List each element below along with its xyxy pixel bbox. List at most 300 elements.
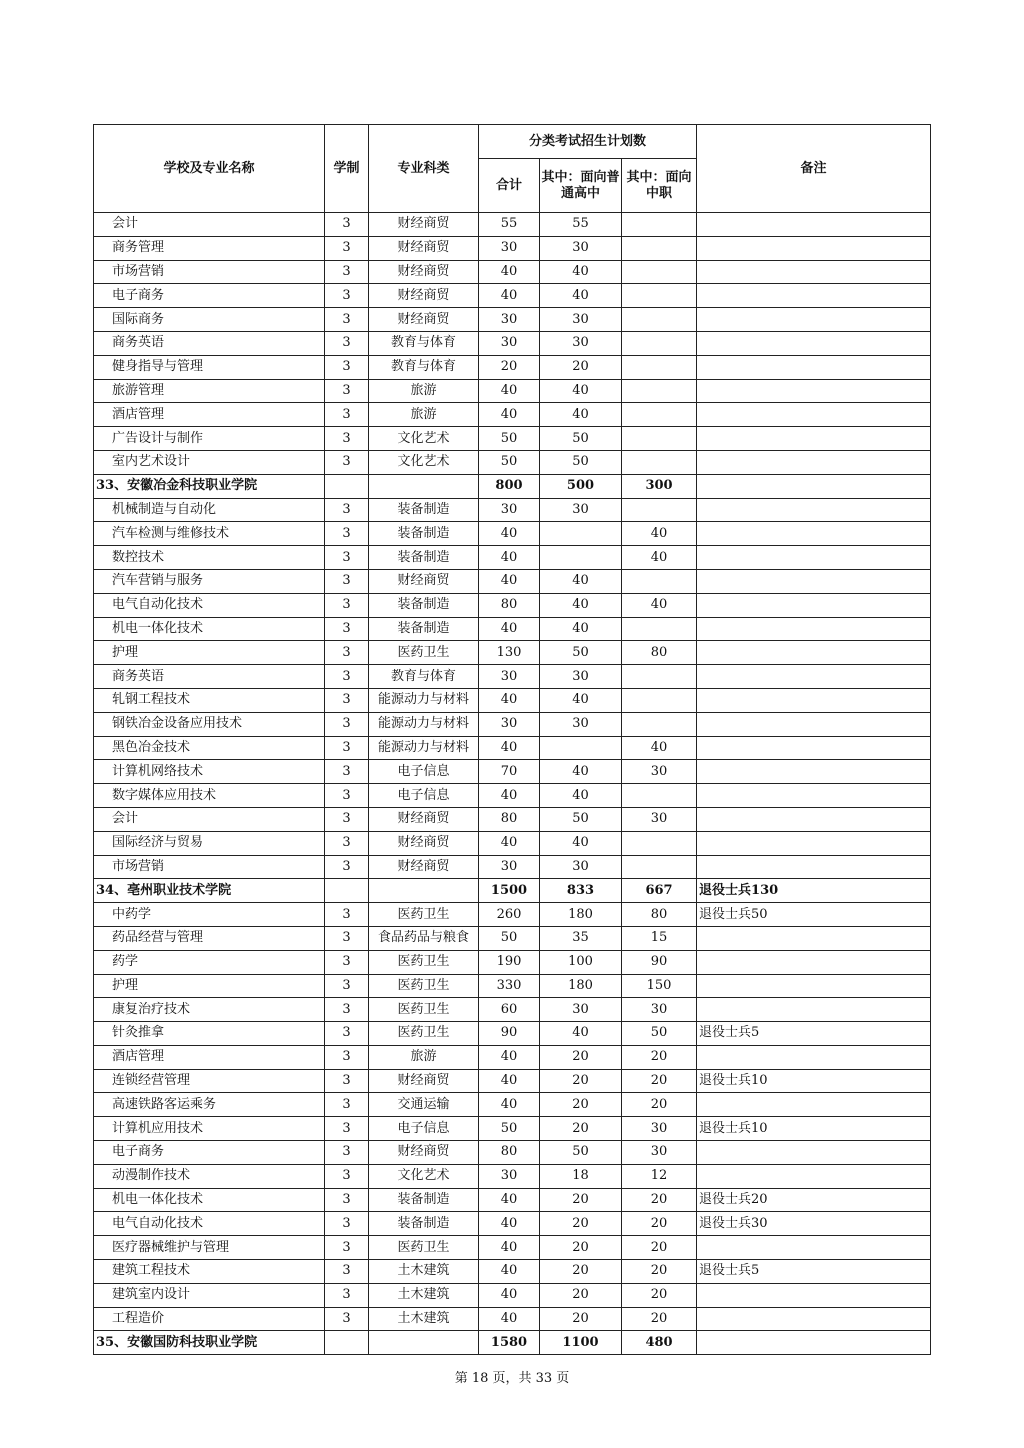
cell-total: 40 [479, 1307, 540, 1331]
cell-duration: 3 [325, 760, 369, 784]
cell-general: 50 [540, 1141, 622, 1165]
cell-duration: 3 [325, 569, 369, 593]
cell-general: 40 [540, 784, 622, 808]
cell-duration: 3 [325, 308, 369, 332]
cell-vocational: 20 [622, 1188, 697, 1212]
cell-name: 电气自动化技术 [94, 1212, 325, 1236]
cell-total: 40 [479, 688, 540, 712]
cell-remark [697, 974, 931, 998]
cell-vocational: 90 [622, 950, 697, 974]
cell-general: 55 [540, 213, 622, 237]
cell-category: 财经商贸 [369, 855, 479, 879]
cell-general: 30 [540, 308, 622, 332]
cell-general: 30 [540, 998, 622, 1022]
table-row [94, 1093, 931, 1117]
table-row [94, 688, 931, 712]
col-header-category: 专业科类 [369, 125, 479, 213]
cell-total: 50 [479, 450, 540, 474]
cell-category: 装备制造 [369, 1212, 479, 1236]
cell-name: 汽车检测与维修技术 [94, 522, 325, 546]
cell-vocational: 80 [622, 903, 697, 927]
col-header-duration: 学制 [325, 125, 369, 213]
table-row [94, 784, 931, 808]
cell-total: 30 [479, 665, 540, 689]
table-row [94, 1164, 931, 1188]
cell-category: 土木建筑 [369, 1283, 479, 1307]
cell-general: 1100 [540, 1331, 622, 1355]
cell-vocational: 50 [622, 1022, 697, 1046]
cell-remark: 退役士兵50 [697, 903, 931, 927]
cell-vocational: 12 [622, 1164, 697, 1188]
table-row [94, 1141, 931, 1165]
cell-name: 34、亳州职业技术学院 [94, 879, 325, 903]
cell-total: 40 [479, 1212, 540, 1236]
table-row [94, 1283, 931, 1307]
table-row [94, 807, 931, 831]
cell-remark [697, 498, 931, 522]
cell-general: 180 [540, 903, 622, 927]
cell-category: 电子信息 [369, 1117, 479, 1141]
cell-total: 30 [479, 1164, 540, 1188]
cell-duration: 3 [325, 450, 369, 474]
cell-name: 护理 [94, 641, 325, 665]
cell-remark [697, 617, 931, 641]
cell-remark [697, 1331, 931, 1355]
cell-category: 装备制造 [369, 593, 479, 617]
table-row [94, 236, 931, 260]
cell-duration: 3 [325, 736, 369, 760]
cell-vocational [622, 308, 697, 332]
table-row [94, 1022, 931, 1046]
cell-name: 中药学 [94, 903, 325, 927]
cell-category: 装备制造 [369, 498, 479, 522]
cell-remark [697, 522, 931, 546]
cell-duration: 3 [325, 1117, 369, 1141]
table-row [94, 1188, 931, 1212]
cell-category: 财经商贸 [369, 260, 479, 284]
cell-duration: 3 [325, 1283, 369, 1307]
cell-duration: 3 [325, 236, 369, 260]
cell-duration: 3 [325, 855, 369, 879]
cell-vocational: 20 [622, 1307, 697, 1331]
cell-vocational: 30 [622, 760, 697, 784]
cell-category: 文化艺术 [369, 1164, 479, 1188]
cell-remark [697, 379, 931, 403]
cell-vocational [622, 284, 697, 308]
cell-name: 医疗器械维护与管理 [94, 1236, 325, 1260]
cell-vocational: 20 [622, 1045, 697, 1069]
cell-category: 能源动力与材料 [369, 736, 479, 760]
table-row [94, 903, 931, 927]
cell-name: 电气自动化技术 [94, 593, 325, 617]
cell-total: 800 [479, 474, 540, 498]
cell-remark [697, 355, 931, 379]
cell-remark [697, 831, 931, 855]
cell-remark [697, 593, 931, 617]
cell-duration: 3 [325, 1022, 369, 1046]
table-row [94, 998, 931, 1022]
cell-total: 40 [479, 1283, 540, 1307]
table-row [94, 260, 931, 284]
cell-general: 30 [540, 665, 622, 689]
cell-category: 教育与体育 [369, 665, 479, 689]
cell-category: 医药卫生 [369, 641, 479, 665]
cell-general: 20 [540, 1283, 622, 1307]
cell-total: 40 [479, 546, 540, 570]
table-header [94, 125, 931, 213]
cell-vocational [622, 665, 697, 689]
cell-category: 财经商贸 [369, 807, 479, 831]
cell-total: 260 [479, 903, 540, 927]
cell-category: 教育与体育 [369, 331, 479, 355]
cell-vocational [622, 688, 697, 712]
cell-total: 20 [479, 355, 540, 379]
cell-total: 30 [479, 712, 540, 736]
cell-duration: 3 [325, 1069, 369, 1093]
cell-remark [697, 1141, 931, 1165]
cell-category: 能源动力与材料 [369, 712, 479, 736]
cell-name: 会计 [94, 213, 325, 237]
cell-duration: 3 [325, 926, 369, 950]
cell-vocational: 15 [622, 926, 697, 950]
table-row [94, 450, 931, 474]
cell-total: 80 [479, 593, 540, 617]
cell-duration: 3 [325, 1093, 369, 1117]
cell-remark [697, 450, 931, 474]
cell-duration: 3 [325, 903, 369, 927]
cell-duration: 3 [325, 1188, 369, 1212]
cell-duration: 3 [325, 593, 369, 617]
cell-general: 50 [540, 641, 622, 665]
cell-vocational [622, 355, 697, 379]
cell-remark [697, 641, 931, 665]
cell-name: 广告设计与制作 [94, 427, 325, 451]
cell-general: 20 [540, 1260, 622, 1284]
cell-name: 康复治疗技术 [94, 998, 325, 1022]
cell-name: 国际商务 [94, 308, 325, 332]
cell-vocational: 667 [622, 879, 697, 903]
cell-name: 钢铁冶金设备应用技术 [94, 712, 325, 736]
cell-duration: 3 [325, 403, 369, 427]
cell-general: 40 [540, 831, 622, 855]
cell-vocational [622, 617, 697, 641]
cell-total: 40 [479, 1069, 540, 1093]
cell-total: 30 [479, 308, 540, 332]
cell-total: 40 [479, 1045, 540, 1069]
cell-remark [697, 213, 931, 237]
col-header-plan-group: 分类考试招生计划数 [479, 125, 697, 159]
table-row [94, 831, 931, 855]
cell-name: 黑色冶金技术 [94, 736, 325, 760]
cell-category [369, 879, 479, 903]
table-row [94, 213, 931, 237]
table-row [94, 284, 931, 308]
cell-duration: 3 [325, 712, 369, 736]
cell-name: 市场营销 [94, 855, 325, 879]
cell-vocational [622, 498, 697, 522]
school-row [94, 1331, 931, 1355]
cell-general: 40 [540, 760, 622, 784]
cell-total: 40 [479, 522, 540, 546]
cell-category: 装备制造 [369, 617, 479, 641]
col-header-total: 合计 [479, 159, 540, 213]
table-row [94, 1045, 931, 1069]
cell-category: 医药卫生 [369, 1236, 479, 1260]
cell-duration: 3 [325, 998, 369, 1022]
cell-total: 50 [479, 1117, 540, 1141]
cell-general: 40 [540, 688, 622, 712]
cell-duration: 3 [325, 1141, 369, 1165]
cell-total: 40 [479, 379, 540, 403]
cell-total: 50 [479, 926, 540, 950]
cell-name: 数控技术 [94, 546, 325, 570]
cell-vocational: 20 [622, 1069, 697, 1093]
cell-category: 财经商贸 [369, 1069, 479, 1093]
cell-duration: 3 [325, 260, 369, 284]
cell-duration: 3 [325, 1212, 369, 1236]
cell-vocational: 20 [622, 1283, 697, 1307]
table-body [94, 213, 931, 1355]
cell-vocational [622, 450, 697, 474]
cell-general: 35 [540, 926, 622, 950]
cell-duration [325, 879, 369, 903]
cell-name: 连锁经营管理 [94, 1069, 325, 1093]
cell-duration [325, 1331, 369, 1355]
cell-remark [697, 546, 931, 570]
cell-general: 20 [540, 1188, 622, 1212]
col-header-remark: 备注 [697, 125, 931, 213]
cell-remark [697, 331, 931, 355]
cell-name: 建筑工程技术 [94, 1260, 325, 1284]
cell-remark: 退役士兵30 [697, 1212, 931, 1236]
cell-remark [697, 1283, 931, 1307]
cell-general [540, 546, 622, 570]
school-row [94, 474, 931, 498]
cell-general: 50 [540, 450, 622, 474]
cell-general: 18 [540, 1164, 622, 1188]
cell-name: 汽车营销与服务 [94, 569, 325, 593]
cell-name: 旅游管理 [94, 379, 325, 403]
cell-vocational: 40 [622, 522, 697, 546]
table-row [94, 926, 931, 950]
cell-general: 30 [540, 498, 622, 522]
cell-total: 30 [479, 331, 540, 355]
cell-total: 70 [479, 760, 540, 784]
cell-general: 20 [540, 1236, 622, 1260]
cell-vocational: 20 [622, 1212, 697, 1236]
cell-name: 商务英语 [94, 665, 325, 689]
cell-vocational [622, 855, 697, 879]
cell-name: 药品经营与管理 [94, 926, 325, 950]
cell-name: 电子商务 [94, 284, 325, 308]
cell-total: 55 [479, 213, 540, 237]
cell-general: 20 [540, 1307, 622, 1331]
table-row [94, 974, 931, 998]
cell-duration: 3 [325, 688, 369, 712]
cell-vocational [622, 213, 697, 237]
cell-general: 40 [540, 284, 622, 308]
cell-duration: 3 [325, 974, 369, 998]
table-row [94, 308, 931, 332]
cell-remark [697, 807, 931, 831]
cell-name: 商务英语 [94, 331, 325, 355]
cell-general: 20 [540, 1045, 622, 1069]
cell-total: 40 [479, 284, 540, 308]
table-row [94, 1260, 931, 1284]
cell-remark [697, 1164, 931, 1188]
cell-vocational [622, 784, 697, 808]
cell-remark [697, 284, 931, 308]
table-row [94, 403, 931, 427]
cell-duration: 3 [325, 284, 369, 308]
cell-name: 酒店管理 [94, 403, 325, 427]
cell-total: 30 [479, 236, 540, 260]
cell-category [369, 474, 479, 498]
cell-general: 100 [540, 950, 622, 974]
table-row [94, 1307, 931, 1331]
cell-total: 1580 [479, 1331, 540, 1355]
table-row [94, 950, 931, 974]
cell-vocational [622, 569, 697, 593]
cell-total: 40 [479, 1260, 540, 1284]
cell-vocational [622, 712, 697, 736]
cell-total: 40 [479, 569, 540, 593]
cell-category: 财经商贸 [369, 308, 479, 332]
cell-general: 40 [540, 1022, 622, 1046]
cell-category: 装备制造 [369, 546, 479, 570]
cell-general: 20 [540, 355, 622, 379]
cell-category: 能源动力与材料 [369, 688, 479, 712]
cell-general [540, 522, 622, 546]
table-row [94, 760, 931, 784]
cell-category: 医药卫生 [369, 1022, 479, 1046]
cell-category: 旅游 [369, 1045, 479, 1069]
cell-category: 医药卫生 [369, 974, 479, 998]
cell-duration: 3 [325, 1260, 369, 1284]
cell-total: 30 [479, 498, 540, 522]
cell-category: 食品药品与粮食 [369, 926, 479, 950]
cell-vocational: 80 [622, 641, 697, 665]
cell-total: 30 [479, 855, 540, 879]
cell-duration [325, 474, 369, 498]
cell-name: 健身指导与管理 [94, 355, 325, 379]
cell-vocational: 30 [622, 807, 697, 831]
cell-general: 20 [540, 1093, 622, 1117]
cell-duration: 3 [325, 213, 369, 237]
cell-remark: 退役士兵130 [697, 879, 931, 903]
cell-vocational [622, 236, 697, 260]
cell-category: 土木建筑 [369, 1260, 479, 1284]
cell-name: 室内艺术设计 [94, 450, 325, 474]
cell-remark [697, 760, 931, 784]
table-row [94, 855, 931, 879]
cell-remark [697, 1236, 931, 1260]
cell-vocational: 20 [622, 1093, 697, 1117]
cell-name: 计算机网络技术 [94, 760, 325, 784]
cell-category: 财经商贸 [369, 831, 479, 855]
cell-general: 180 [540, 974, 622, 998]
cell-general: 40 [540, 260, 622, 284]
cell-general: 40 [540, 617, 622, 641]
cell-name: 国际经济与贸易 [94, 831, 325, 855]
table-row [94, 522, 931, 546]
enrollment-plan-table [93, 124, 931, 1355]
cell-duration: 3 [325, 379, 369, 403]
cell-duration: 3 [325, 1045, 369, 1069]
cell-duration: 3 [325, 784, 369, 808]
cell-duration: 3 [325, 331, 369, 355]
cell-vocational [622, 403, 697, 427]
cell-duration: 3 [325, 1307, 369, 1331]
cell-duration: 3 [325, 427, 369, 451]
cell-total: 40 [479, 1236, 540, 1260]
cell-total: 40 [479, 260, 540, 284]
cell-category: 交通运输 [369, 1093, 479, 1117]
cell-category: 文化艺术 [369, 427, 479, 451]
cell-name: 35、安徽国防科技职业学院 [94, 1331, 325, 1355]
cell-total: 40 [479, 1093, 540, 1117]
table-row [94, 736, 931, 760]
cell-vocational [622, 260, 697, 284]
cell-duration: 3 [325, 665, 369, 689]
cell-category: 土木建筑 [369, 1307, 479, 1331]
table-row [94, 665, 931, 689]
cell-name: 护理 [94, 974, 325, 998]
table-row [94, 1212, 931, 1236]
cell-general: 30 [540, 331, 622, 355]
cell-remark [697, 1093, 931, 1117]
cell-general: 50 [540, 807, 622, 831]
cell-category: 电子信息 [369, 784, 479, 808]
table-row [94, 498, 931, 522]
cell-remark [697, 403, 931, 427]
cell-general: 30 [540, 855, 622, 879]
cell-name: 会计 [94, 807, 325, 831]
cell-duration: 3 [325, 950, 369, 974]
cell-name: 针灸推拿 [94, 1022, 325, 1046]
cell-total: 330 [479, 974, 540, 998]
cell-remark: 退役士兵10 [697, 1069, 931, 1093]
cell-remark [697, 784, 931, 808]
cell-name: 电子商务 [94, 1141, 325, 1165]
cell-duration: 3 [325, 807, 369, 831]
cell-total: 40 [479, 784, 540, 808]
cell-total: 90 [479, 1022, 540, 1046]
cell-category: 医药卫生 [369, 903, 479, 927]
cell-total: 80 [479, 1141, 540, 1165]
cell-name: 动漫制作技术 [94, 1164, 325, 1188]
cell-category: 财经商贸 [369, 569, 479, 593]
cell-category: 医药卫生 [369, 950, 479, 974]
cell-total: 40 [479, 736, 540, 760]
cell-vocational: 30 [622, 998, 697, 1022]
cell-remark [697, 236, 931, 260]
cell-vocational: 20 [622, 1260, 697, 1284]
cell-duration: 3 [325, 498, 369, 522]
cell-remark [697, 688, 931, 712]
cell-name: 市场营销 [94, 260, 325, 284]
cell-general: 30 [540, 712, 622, 736]
cell-total: 40 [479, 1188, 540, 1212]
cell-vocational: 300 [622, 474, 697, 498]
cell-remark: 退役士兵20 [697, 1188, 931, 1212]
cell-vocational: 20 [622, 1236, 697, 1260]
cell-vocational [622, 379, 697, 403]
cell-category: 装备制造 [369, 1188, 479, 1212]
cell-general: 40 [540, 379, 622, 403]
cell-category: 教育与体育 [369, 355, 479, 379]
cell-category: 财经商贸 [369, 1141, 479, 1165]
